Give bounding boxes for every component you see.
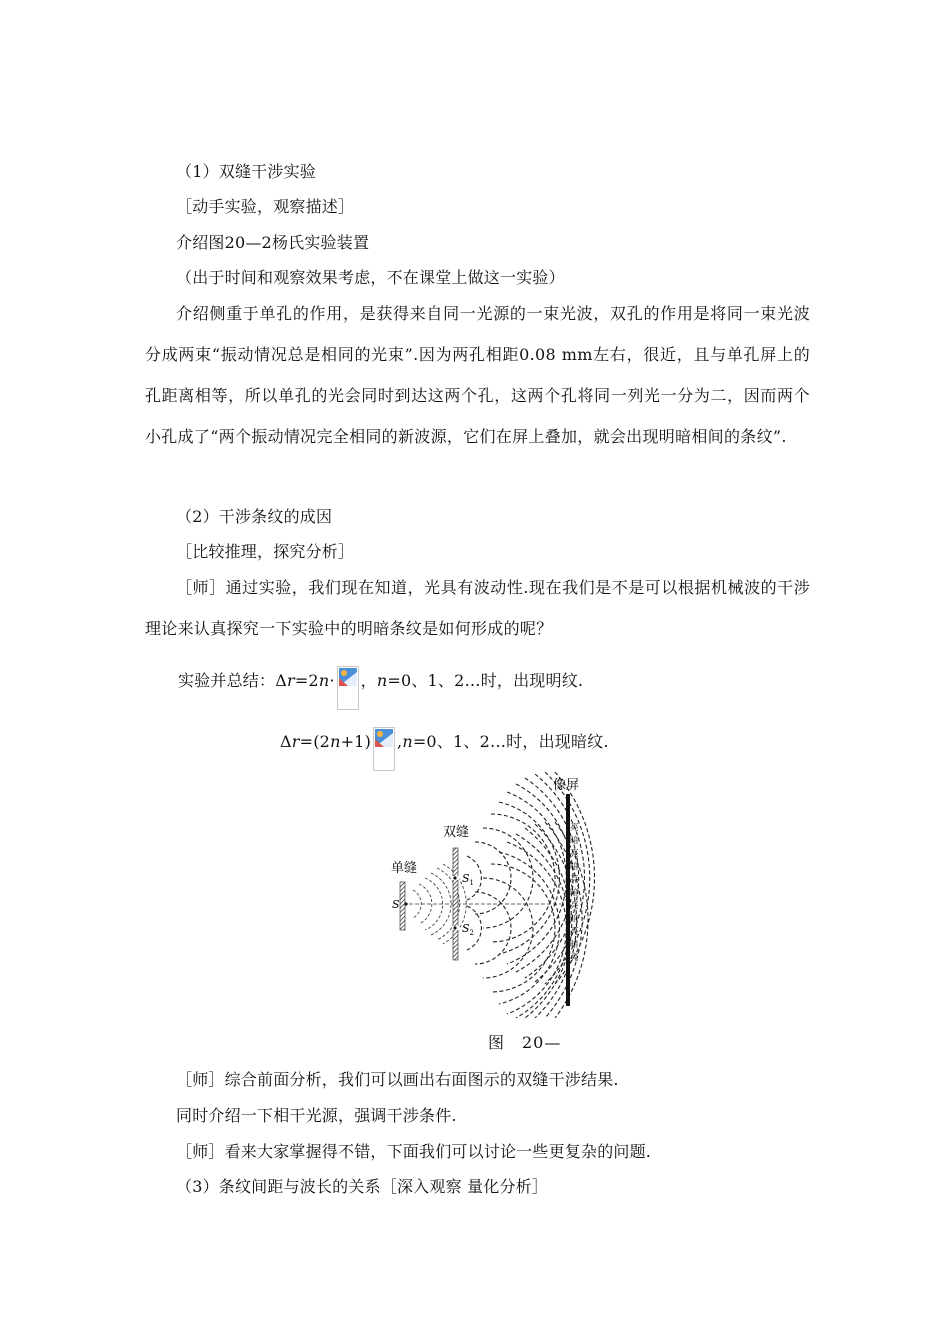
- intro-text: 介绍图20—2杨氏实验装置: [176, 233, 370, 252]
- fringe-label: 暗: [570, 836, 579, 846]
- source-point: [404, 902, 407, 905]
- section-tag: ［动手实验，观察描述］: [176, 197, 355, 216]
- body-text: 同时介绍一下相干光源，强调干涉条件.: [176, 1106, 457, 1125]
- section-heading: （1）双缝干涉实验: [176, 162, 316, 181]
- double-slit-label: 双缝: [443, 825, 470, 840]
- teacher-text: ［师］综合前面分析，我们可以画出右面图示的双缝干涉结果.: [176, 1070, 619, 1089]
- section-tag: ［比较推理，探究分析］: [176, 542, 355, 561]
- fringe-label: 亮: [570, 823, 579, 833]
- section-heading: （2）干涉条纹的成因: [176, 507, 333, 526]
- slit-s1: [453, 876, 456, 879]
- fringe-label: 暗: [570, 888, 579, 898]
- bright-condition: 实验并总结：Δr=2n· ，n=0、1、2…时，出现明纹.: [178, 666, 583, 710]
- single-slit-barrier: [400, 882, 405, 930]
- fringe-label: 暗: [570, 914, 579, 924]
- fringe-labels: [570, 823, 579, 963]
- note-text: （出于时间和观察效果考虑，不在课堂上做这一实验）: [176, 268, 565, 287]
- source-label: S: [392, 898, 400, 911]
- fringe-label: 亮: [570, 927, 579, 937]
- broken-image-icon: [373, 727, 395, 771]
- interference-figure: [383, 772, 598, 1018]
- fringe-label: 亮: [570, 849, 579, 859]
- s1-label: $S_1$: [462, 872, 475, 887]
- slit-s2: [453, 926, 456, 929]
- double-slit-barrier: [453, 848, 458, 960]
- figure-caption: 图 20—: [488, 1033, 562, 1052]
- fringe-label: 暗: [570, 862, 579, 872]
- fringe-label: 暗: [570, 940, 579, 950]
- paragraph: ［师］通过实验，我们现在知道，光具有波动性.现在我们是不是可以根据机械波的干涉理论来认真探究一下实验中的明暗条纹是如何形成的呢？: [145, 578, 810, 638]
- screen-label: 像屏: [553, 778, 580, 793]
- dark-condition: Δr=(2n+1) ,n=0、1、2…时，出现暗纹.: [280, 727, 609, 771]
- broken-image-icon: [337, 666, 359, 710]
- single-slit-label: 单缝: [391, 861, 418, 876]
- fringe-label: 亮: [570, 875, 579, 885]
- s2-label: $S_2$: [462, 922, 475, 937]
- fringe-label: 亮: [570, 901, 579, 911]
- fringe-label: 亮: [570, 953, 579, 963]
- paragraph: 介绍侧重于单孔的作用，是获得来自同一光源的一束光波，双孔的作用是将同一束光波分成两束“振动情况总是相同的光束”.因为两孔相距0.08 mm左右，很近，且与单孔屏上的孔距离相等，所以单孔的光会同时到达这两个孔，这两个孔将同一列光一分为二，因而两个小孔成了“两个振动情况完全相同的新波源，它们在屏上叠加，就会出现明暗相间的条纹”.: [145, 304, 810, 446]
- section-heading: （3）条纹间距与波长的关系［深入观察 量化分析］: [176, 1177, 549, 1196]
- teacher-text: ［师］看来大家掌握得不错，下面我们可以讨论一些更复杂的问题.: [176, 1142, 652, 1161]
